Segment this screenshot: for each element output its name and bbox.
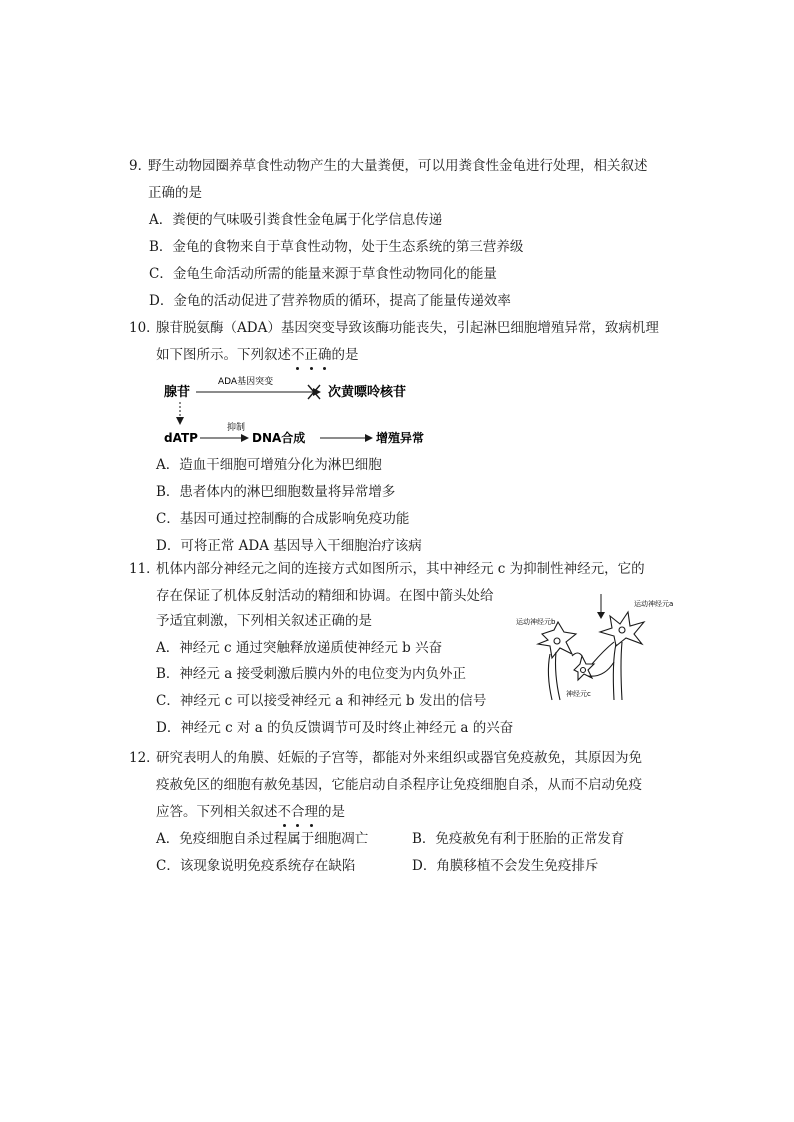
q10-stem-line1: 腺苷脱氨酶（ADA）基因突变导致该酶功能丧失，引起淋巴细胞增殖异常，致病机理 (156, 320, 659, 336)
q12-stem-line2: 疫赦免区的细胞有赦免基因，它能启动自杀程序让免疫细胞自杀，从而不启动免疫 (156, 777, 642, 793)
q11-option-d: D．神经元 c 对 a 的负反馈调节可及时终止神经元 a 的兴奋 (156, 720, 514, 736)
q10-option-b: B．患者体内的淋巴细胞数量将异常增多 (156, 484, 396, 500)
emphasis-char: 不 (291, 347, 305, 363)
neuron-c-icon (572, 642, 614, 680)
q10-option-a: A．造血干细胞可增殖分化为淋巴细胞 (156, 457, 382, 473)
q11-stem-line2: 存在保证了机体反射活动的精细和协调。在图中箭头处给 (156, 588, 494, 604)
q11-option-b: B．神经元 a 接受刺激后膜内外的电位变为内负外正 (156, 666, 467, 682)
q11-neuron-figure (512, 592, 690, 704)
q10-number: 10． (129, 320, 160, 336)
q10-stem-line2: 如下图所示。下列叙述不正确的是 (156, 347, 359, 363)
q12-option-b: B．免疫赦免有利于胚胎的正常发育 (412, 831, 625, 847)
diagram-inhibit: 抑制 (227, 423, 246, 433)
diagram-product: 次黄嘌呤核苷 (328, 385, 407, 400)
q9-option-c: C．金龟生命活动所需的能量来源于草食性动物同化的能量 (149, 266, 497, 282)
q12-stem-line3: 应答。下列相关叙述不合理的是 (156, 804, 345, 820)
label-neuron-c: 神经元c (566, 690, 591, 698)
emphasis-char: 合 (291, 804, 305, 820)
q11-option-c: C．神经元 c 可以接受神经元 a 和神经元 b 发出的信号 (156, 693, 487, 709)
neuron-a-icon (600, 612, 644, 700)
q12-number: 12． (129, 750, 160, 766)
stimulus-arrowhead-icon (597, 612, 605, 619)
diagram-datp: dATP (164, 431, 198, 445)
q10-option-d: D．可将正常 ADA 基因导入干细胞治疗该病 (156, 538, 422, 554)
label-neuron-a: 运动神经元a (634, 600, 674, 608)
q12-stem-line1: 研究表明人的角膜、妊娠的子宫等，都能对外来组织或器官免疫赦免，其原因为免 (156, 750, 642, 766)
diagram-dna: DNA合成 (252, 431, 306, 445)
diagram-adenosine: 腺苷 (164, 385, 191, 400)
emphasis-char: 理 (304, 804, 318, 820)
q11-number: 11． (129, 561, 160, 577)
neuron-b-icon (538, 622, 576, 700)
q9-stem-line1: 野生动物园圈养草食性动物产生的大量粪便，可以用粪食性金龟进行处理，相关叙述 (148, 158, 648, 174)
q11-option-a: A．神经元 c 通过突触释放递质使神经元 b 兴奋 (156, 640, 443, 656)
q9-stem-line2: 正确的是 (148, 185, 202, 201)
q11-stem-line1: 机体内部分神经元之间的连接方式如图所示，其中神经元 c 为抑制性神经元，它的 (156, 561, 645, 577)
q9-option-d: D．金龟的活动促进了营养物质的循环，提高了能量传递效率 (149, 293, 511, 309)
diagram-abnormal: 增殖异常 (376, 431, 425, 445)
q10-emphasis (291, 347, 332, 363)
emphasis-char: 确 (318, 347, 332, 363)
label-neuron-b: 运动神经元b (516, 618, 556, 626)
q11-stem-line3: 予适宜刺激，下列相关叙述正确的是 (156, 613, 372, 629)
q9-number: 9． (129, 158, 152, 174)
q10-pathway-diagram (160, 372, 430, 452)
q12-option-a: A．免疫细胞自杀过程属于细胞凋亡 (156, 831, 369, 847)
emphasis-char: 正 (304, 347, 318, 363)
q10-option-c: C．基因可通过控制酶的合成影响免疫功能 (156, 511, 410, 527)
q12-emphasis (278, 804, 319, 820)
q9-option-a: A．粪便的气味吸引粪食性金龟属于化学信息传递 (149, 212, 443, 228)
q12-option-d: D．角膜移植不会发生免疫排斥 (412, 858, 599, 874)
q12-option-c: C．该现象说明免疫系统存在缺陷 (156, 858, 356, 874)
q9-option-b: B．金龟的食物来自于草食性动物，处于生态系统的第三营养级 (149, 239, 524, 255)
emphasis-char: 不 (277, 804, 291, 820)
diagram-ada-label: ADA基因突变 (218, 377, 274, 387)
